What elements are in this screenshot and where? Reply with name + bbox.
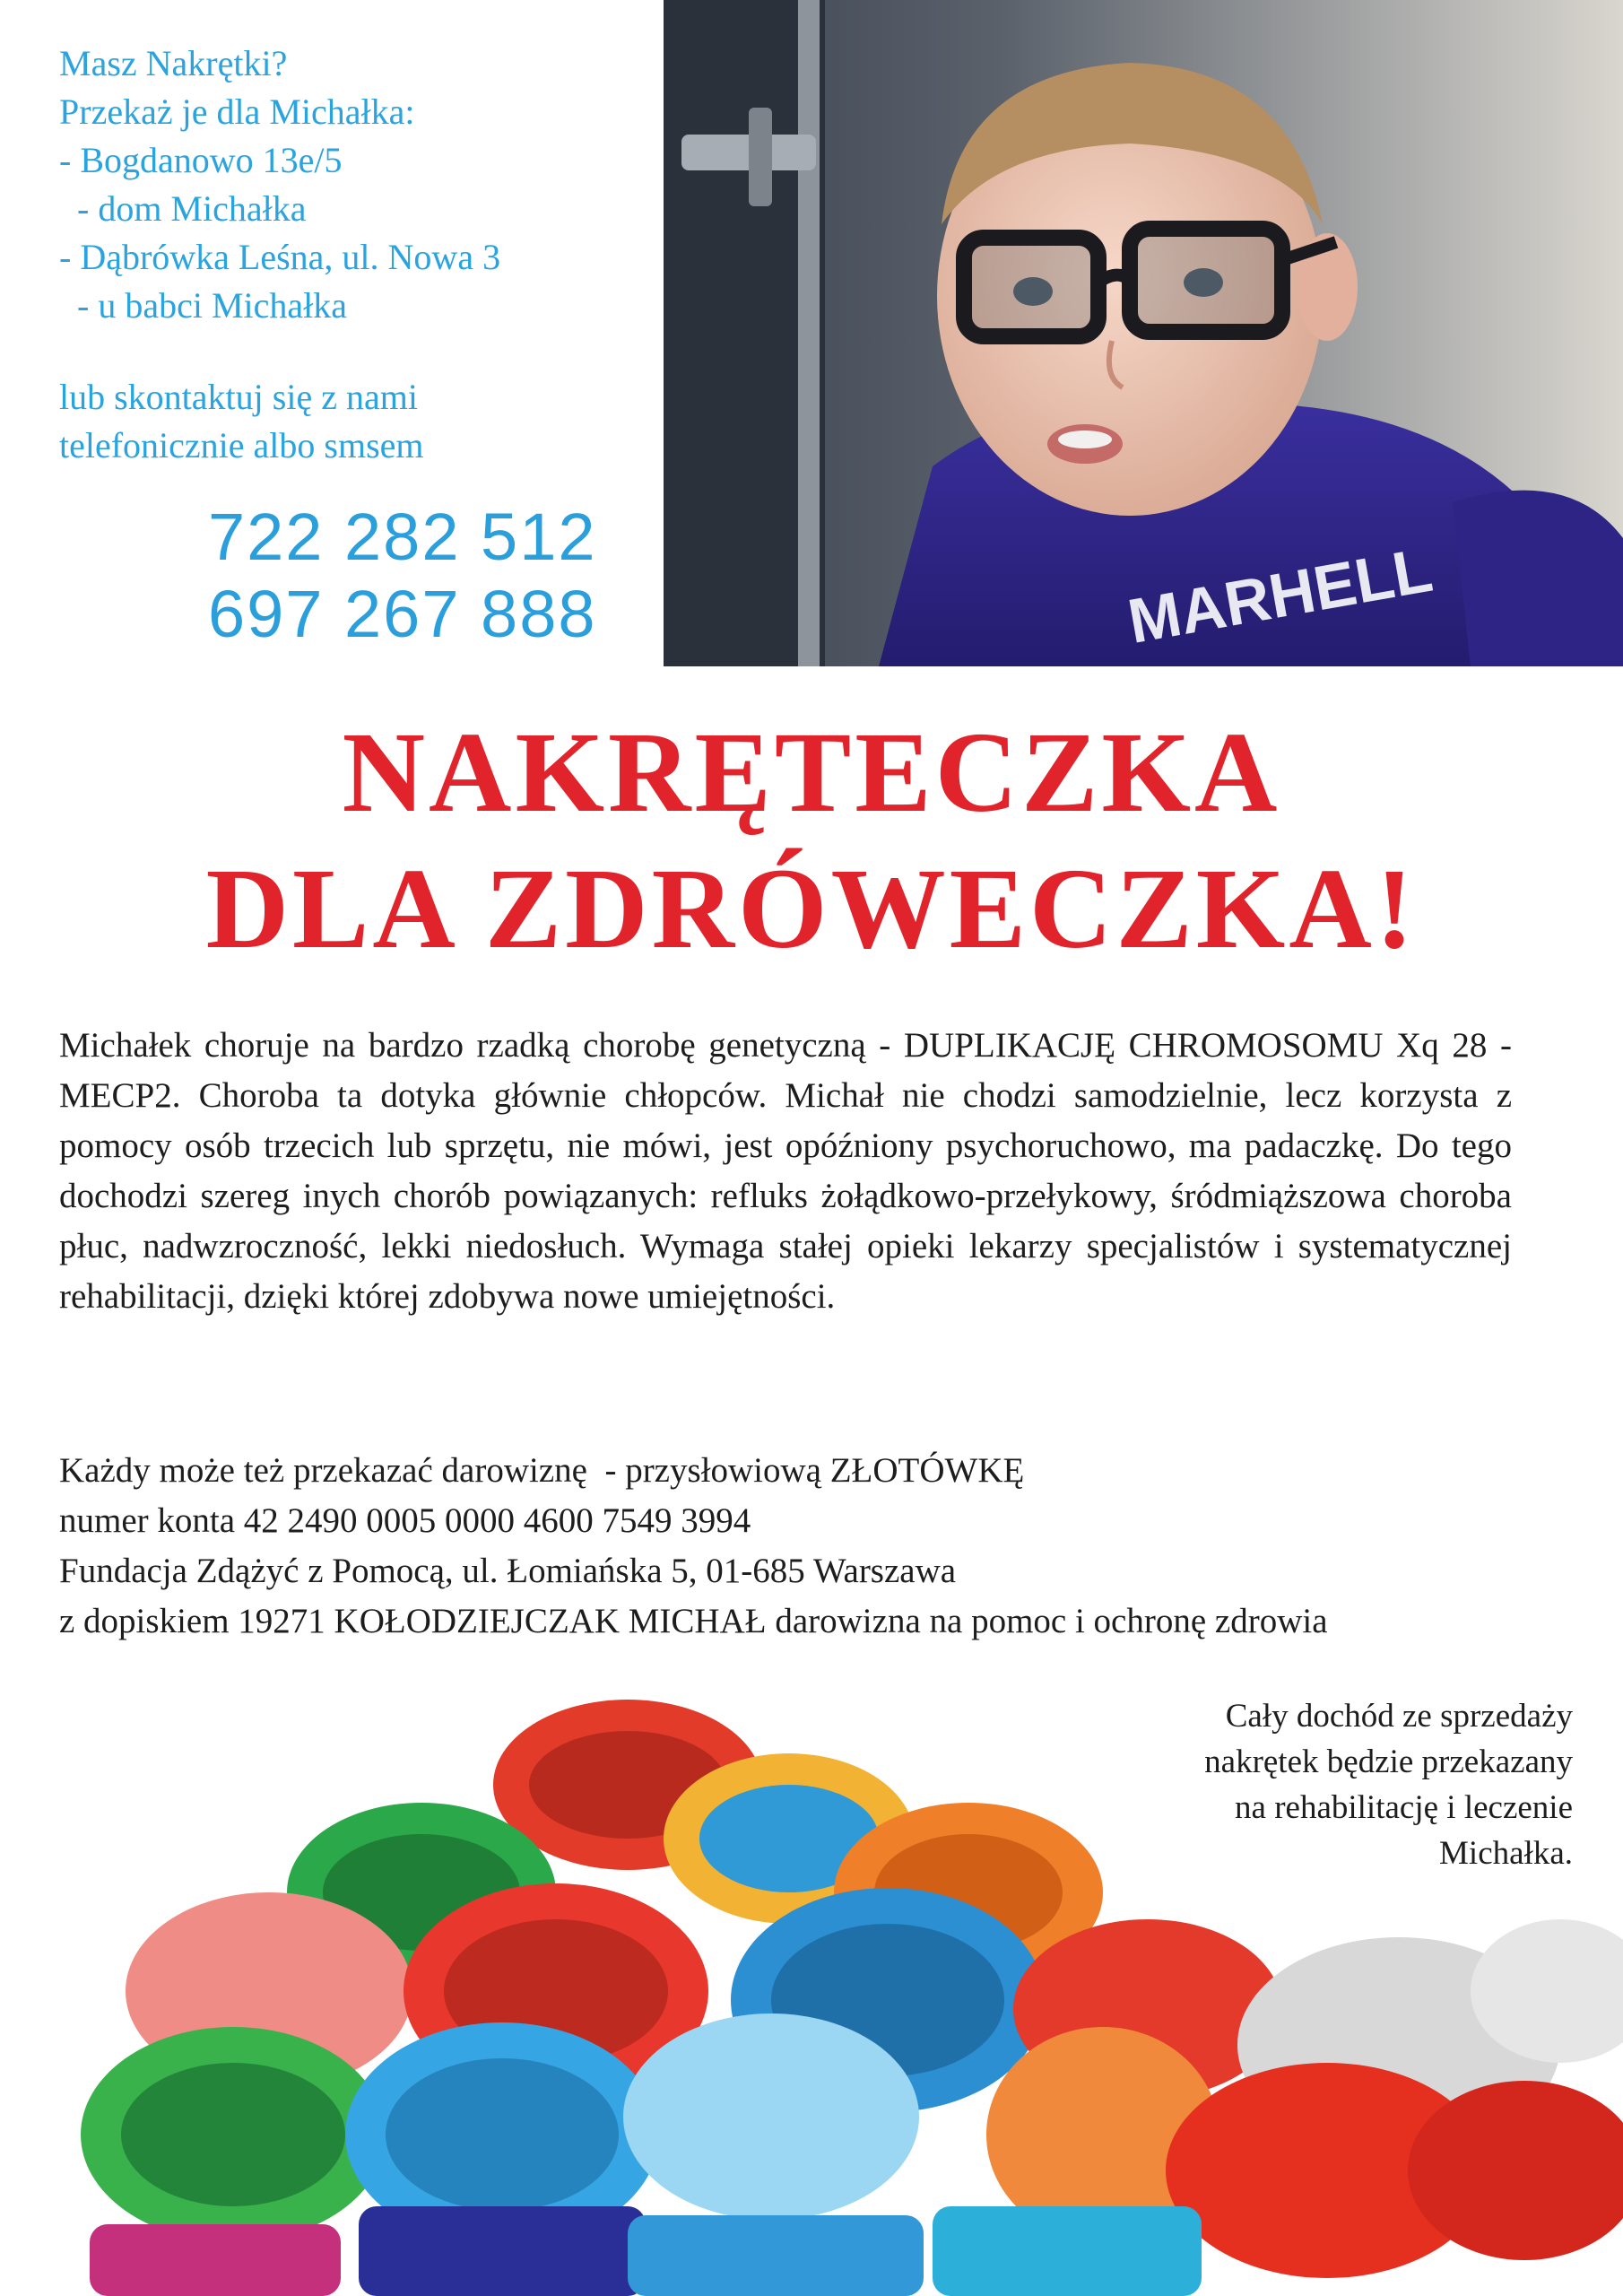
foundation-address-line: Fundacja Zdążyć z Pomocą, ul. Łomiańska 5, 01-685 Warszawa [59,1552,957,1590]
contact-text: lub skontaktuj się z nami [59,377,418,417]
donation-note-line: z dopiskiem 19271 KOŁODZIEJCZAK MICHAŁ darowizna na pomoc i ochronę zdrowia [59,1602,1328,1640]
headline-line-2: DLA ZDRÓWECZKA! [205,845,1418,972]
address-line: - Dąbrówka Leśna, ul. Nowa 3 [59,237,501,277]
phone-numbers [208,499,597,653]
donation-line: Każdy może też przekazać darowiznę - przysłowiową ZŁOTÓWKĘ [59,1451,1025,1490]
shirt-print: MARHELL [1123,534,1437,657]
note-line: Michałka. [1439,1835,1573,1872]
contact-text: telefonicznie albo smsem [59,425,424,465]
phone-number[interactable]: 722 282 512 [208,500,597,574]
boy-photo-illustration [664,0,1623,666]
boy-photo [664,0,1623,666]
contact-line: Przekaż je dla Michałka: [59,91,415,132]
proceeds-note [1071,1693,1573,1876]
contact-line: Masz Nakrętki? [59,43,288,83]
address-line: - u babci Michałka [59,285,347,326]
headline [0,704,1623,977]
donation-block [59,1446,1566,1647]
contact-block [59,39,633,470]
headline-line-1: NAKRĘTECZKA [342,709,1281,836]
description-paragraph: Michałek choruje na bardzo rzadką chorobę genetyczną - DUPLIKACJĘ CHROMOSOMU Xq 28 - MECP2. Choroba ta dotyka głównie chłopców. Michał nie chodzi samodzielnie, lecz korzysta z pomocy osób trzecich lub sprzętu, nie mówi, jest opóźniony psychoruchowo, ma padaczkę. Do tego dochodzi szereg inych chorób powiązanych: refluks żołądkowo-przełykowy, śródmiąższowa choroba płuc, nadwzroczność, lekki niedosłuch. Wymaga stałej opieki lekarzy specjalistów i systematycznej rehabilitacji, dzięki której zdobywa nowe umiejętności. [59,1026,1512,1316]
address-line: - dom Michałka [59,188,307,229]
note-line: nakrętek będzie przekazany [1204,1744,1573,1780]
phone-number[interactable]: 697 267 888 [208,577,597,651]
address-line: - Bogdanowo 13e/5 [59,140,343,180]
note-line: Cały dochód ze sprzedaży [1225,1698,1573,1735]
bank-account-line[interactable]: numer konta 42 2490 0005 0000 4600 7549 3994 [59,1501,751,1540]
note-line: na rehabilitację i leczenie [1235,1789,1573,1826]
